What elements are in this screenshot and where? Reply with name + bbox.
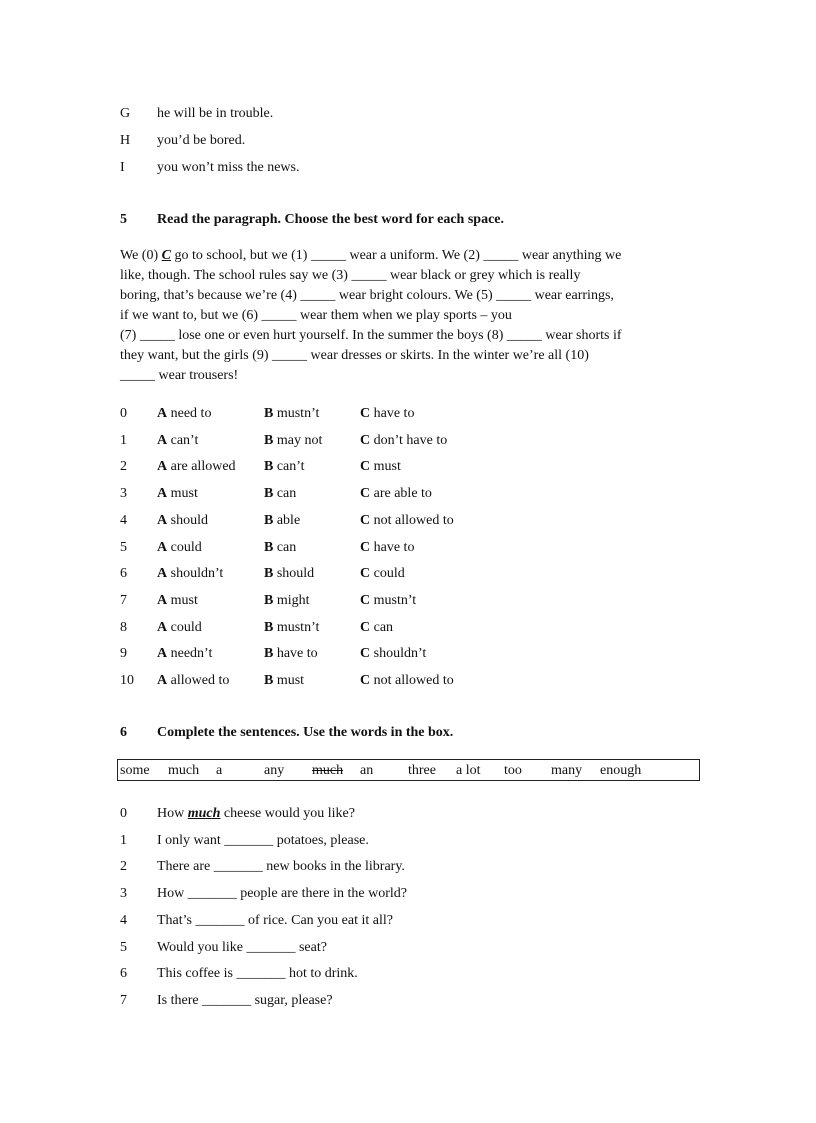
option-number: 10 [120, 673, 134, 688]
word-box-item: many [551, 763, 583, 778]
option-letter: B [264, 432, 274, 448]
option-b [264, 565, 314, 583]
option-c [360, 539, 414, 557]
word-box-item: an [360, 763, 374, 778]
paragraph-line-4: if we want to, but we (6) _____ wear them when we play sports – you [120, 308, 512, 323]
option-c [360, 592, 416, 610]
sentence-number: 6 [120, 966, 127, 982]
option-a [157, 458, 236, 476]
section-instruction: Complete the sentences. Use the words in the box. [157, 725, 454, 740]
option-text: can [276, 539, 297, 555]
paragraph-line-2: like, though. The school rules say we (3) _____ wear black or grey which is really [120, 268, 581, 283]
option-text: may not [276, 432, 323, 448]
option-letter: A [157, 512, 168, 528]
option-letter: A [157, 486, 168, 502]
option-text: could [170, 539, 202, 555]
section-instruction: Read the paragraph. Choose the best word for each space. [157, 212, 504, 227]
option-text: should [170, 512, 208, 528]
option-text: are allowed [170, 459, 236, 475]
sentence-text: Is there _______ sugar, please? [157, 992, 333, 1008]
option-letter: C [360, 539, 371, 555]
sentence-number: 3 [120, 886, 127, 902]
sentence-text: There are _______ new books in the library. [157, 859, 405, 875]
sentence-number: 0 [120, 806, 127, 821]
sentence-text: This coffee is _______ hot to drink. [157, 966, 358, 982]
option-text: mustn’t [276, 619, 320, 635]
word-box-item: much [168, 763, 200, 778]
match-letter: G [120, 106, 131, 121]
sentence-text: How [157, 806, 188, 821]
word-box-item: too [504, 763, 522, 778]
match-text: you won’t miss the news. [157, 160, 300, 175]
word-box-item: some [120, 763, 150, 778]
option-text: must [373, 459, 401, 475]
option-letter: A [157, 459, 168, 475]
sentence-number: 1 [120, 832, 127, 848]
option-letter: C [360, 619, 371, 635]
option-text: shouldn’t [373, 646, 427, 662]
match-text: he will be in trouble. [157, 106, 274, 121]
option-b [264, 485, 296, 503]
option-letter: A [157, 432, 168, 448]
option-b [264, 672, 304, 690]
option-text: are able to [373, 486, 432, 502]
paragraph-line-1 [120, 247, 621, 265]
match-letter: I [120, 160, 125, 175]
option-letter: B [264, 646, 274, 662]
option-c [360, 645, 426, 663]
option-c [360, 432, 447, 450]
option-text: mustn’t [276, 406, 320, 421]
option-text: don’t have to [373, 432, 448, 448]
option-number: 7 [120, 592, 127, 608]
option-letter: B [264, 592, 274, 608]
option-a [157, 565, 223, 583]
option-number: 5 [120, 539, 127, 555]
option-a [157, 539, 202, 557]
option-c [360, 619, 393, 637]
option-c [360, 565, 405, 583]
option-number: 9 [120, 646, 127, 662]
option-b [264, 592, 310, 610]
word-box-item: three [408, 763, 436, 778]
option-number: 0 [120, 406, 127, 421]
option-b [264, 619, 319, 637]
option-b [264, 405, 319, 423]
option-b [264, 539, 296, 557]
section-number: 5 [120, 212, 127, 227]
option-letter: C [360, 673, 371, 688]
sentence-number: 5 [120, 939, 127, 955]
option-letter: C [360, 406, 371, 421]
sentence-text: cheese would you like? [220, 806, 355, 821]
option-a [157, 405, 211, 423]
option-number: 2 [120, 459, 127, 475]
option-letter: C [360, 646, 371, 662]
option-b [264, 645, 318, 663]
paragraph-text: We (0) [120, 248, 162, 263]
option-number: 1 [120, 432, 127, 448]
option-text: can’t [276, 459, 305, 475]
option-number: 8 [120, 619, 127, 635]
option-text: can [276, 486, 297, 502]
option-b [264, 458, 305, 476]
option-letter: C [360, 486, 371, 502]
option-text: could [170, 619, 202, 635]
option-text: shouldn’t [170, 566, 224, 582]
option-text: not allowed to [373, 512, 454, 528]
option-letter: A [157, 619, 168, 635]
option-text: have to [373, 539, 415, 555]
option-letter: C [360, 459, 371, 475]
option-a [157, 512, 208, 530]
option-b [264, 432, 322, 450]
paragraph-text: go to school, but we (1) _____ wear a uniform. We (2) _____ wear anything we [170, 248, 622, 263]
option-c [360, 458, 401, 476]
option-letter: B [264, 566, 274, 582]
option-a [157, 592, 198, 610]
option-text: have to [276, 646, 318, 662]
option-a [157, 432, 198, 450]
option-text: mustn’t [373, 592, 417, 608]
option-text: need to [170, 406, 212, 421]
sentence-text: That’s _______ of rice. Can you eat it all? [157, 912, 393, 928]
match-text: you’d be bored. [157, 133, 246, 148]
option-number: 3 [120, 486, 127, 502]
example-answer: much [187, 806, 221, 821]
option-text: needn’t [170, 646, 213, 662]
word-box-item: enough [600, 763, 642, 778]
option-text: should [276, 566, 315, 582]
option-letter: B [264, 619, 274, 635]
option-letter: A [157, 592, 168, 608]
option-text: could [373, 566, 405, 582]
example-answer: C [161, 248, 171, 263]
option-letter: B [264, 406, 274, 421]
option-letter: A [157, 646, 168, 662]
paragraph-line-6: they want, but the girls (9) _____ wear dresses or skirts. In the winter we’re all (10) [120, 348, 589, 363]
option-text: might [276, 592, 310, 608]
option-c [360, 485, 432, 503]
option-letter: B [264, 539, 274, 555]
word-box-item: a [216, 763, 223, 778]
option-a [157, 485, 198, 503]
paragraph-line-7: _____ wear trousers! [120, 368, 239, 383]
option-text: must [170, 592, 198, 608]
option-b [264, 512, 300, 530]
option-text: must [170, 486, 198, 502]
option-letter: A [157, 406, 168, 421]
option-text: can’t [170, 432, 199, 448]
option-letter: C [360, 432, 371, 448]
sentence-text: How _______ people are there in the world? [157, 886, 407, 902]
option-text: have to [373, 406, 415, 421]
word-box-item: any [264, 763, 285, 778]
option-c [360, 672, 454, 690]
option-letter: B [264, 486, 274, 502]
option-c [360, 405, 414, 423]
option-text: must [276, 673, 305, 688]
option-number: 4 [120, 512, 127, 528]
option-text: able [276, 512, 301, 528]
option-letter: C [360, 592, 371, 608]
option-a [157, 619, 202, 637]
option-text: not allowed to [373, 673, 454, 688]
option-letter: B [264, 459, 274, 475]
option-text: allowed to [170, 673, 230, 688]
word-box [117, 759, 700, 781]
option-letter: B [264, 673, 274, 688]
option-a [157, 672, 229, 690]
sentence-number: 2 [120, 859, 127, 875]
paragraph-line-5: (7) _____ lose one or even hurt yourself. In the summer the boys (8) _____ wear shorts if [120, 328, 622, 343]
word-box-item: a lot [456, 763, 481, 778]
option-a [157, 645, 212, 663]
word-box-item-used: much [312, 763, 344, 778]
option-letter: C [360, 512, 371, 528]
sentence-number: 4 [120, 912, 127, 928]
option-letter: A [157, 673, 168, 688]
option-text: can [373, 619, 394, 635]
sentence-text: Would you like _______ seat? [157, 939, 327, 955]
paragraph-line-3: boring, that’s because we’re (4) _____ wear bright colours. We (5) _____ wear earrings, [120, 288, 614, 303]
section-number: 6 [120, 725, 127, 740]
option-letter: B [264, 512, 274, 528]
sentence-number: 7 [120, 992, 127, 1008]
option-c [360, 512, 454, 530]
option-letter: A [157, 566, 168, 582]
option-letter: C [360, 566, 371, 582]
option-number: 6 [120, 566, 127, 582]
match-letter: H [120, 133, 131, 148]
sentence-text: I only want _______ potatoes, please. [157, 832, 369, 848]
option-letter: A [157, 539, 168, 555]
